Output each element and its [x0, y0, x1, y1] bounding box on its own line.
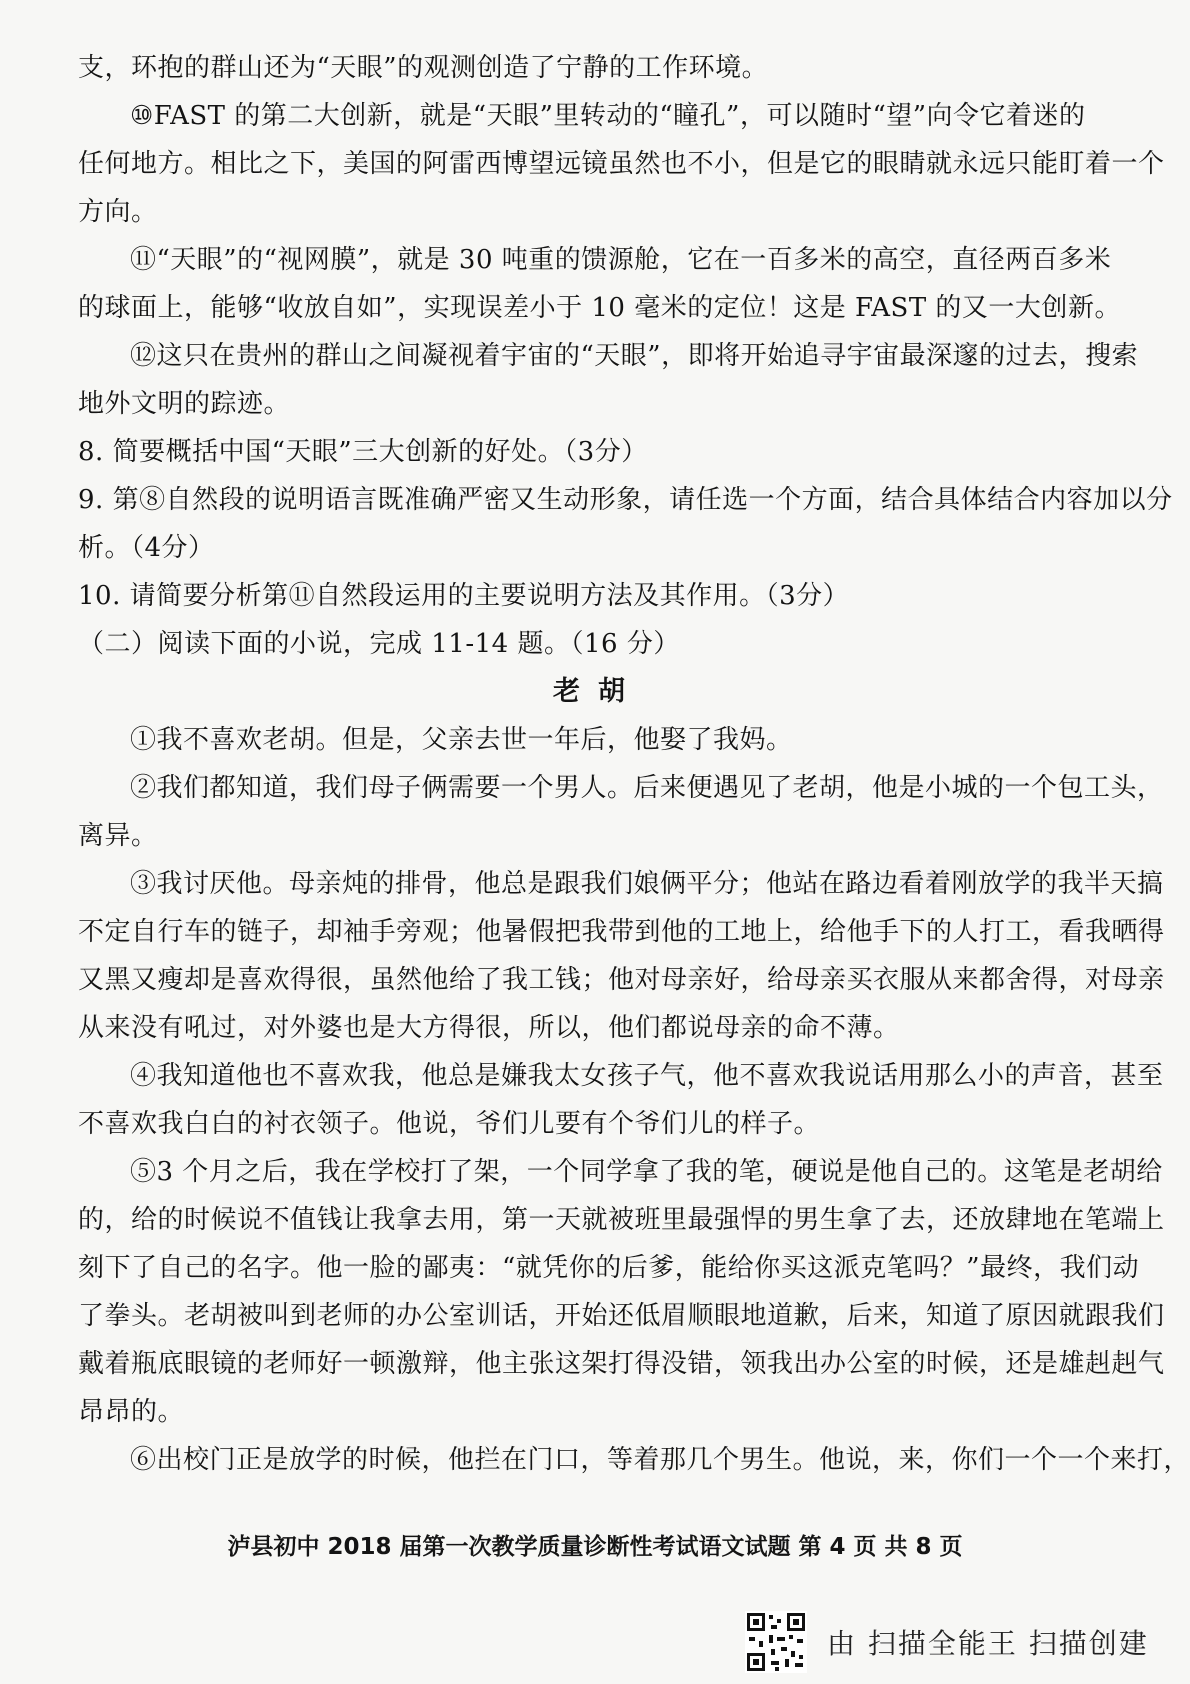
story-line: ③我讨厌他。母亲炖的排骨，他总是跟我们娘俩平分；他站在路边看着刚放学的我半天搞 [130, 869, 1164, 899]
story-title: 老胡 [553, 676, 643, 707]
question-9: 9. 第⑧自然段的说明语言既准确严密又生动形象，请任选一个方面，结合具体结合内容加以分 [78, 485, 1173, 515]
story-line: ①我不喜欢老胡。但是，父亲去世一年后，他娶了我妈。 [130, 725, 793, 755]
story-line: 刻下了自己的名字。他一脸的鄙夷：“就凭你的后爹，能给你买这派克笔吗？”最终，我们动 [78, 1253, 1140, 1283]
story-line: 不喜欢我白白的衬衣领子。他说，爷们儿要有个爷们儿的样子。 [78, 1109, 821, 1139]
story-line: 昂昂的。 [78, 1397, 185, 1427]
passage-line: ⑪“天眼”的“视网膜”，就是 30 吨重的馈源舱，它在一百多米的高空，直径两百多米 [130, 245, 1112, 275]
story-line: 不定自行车的链子，却袖手旁观；他暑假把我带到他的工地上，给他手下的人打工，看我晒得 [78, 917, 1165, 947]
question-10: 10. 请简要分析第⑪自然段运用的主要说明方法及其作用。（3分） [78, 581, 850, 611]
story-line: 离异。 [78, 821, 158, 851]
story-line: 又黑又瘦却是喜欢得很，虽然他给了我工钱；他对母亲好，给母亲买衣服从来都舍得，对母亲 [78, 965, 1165, 995]
section-heading: （二）阅读下面的小说，完成 11-14 题。（16 分） [78, 629, 680, 659]
story-line: 了拳头。老胡被叫到老师的办公室训话，开始还低眉顺眼地道歉，后来，知道了原因就跟我们 [78, 1301, 1165, 1331]
scanner-watermark [745, 1610, 1149, 1674]
exam-page [78, 44, 1190, 1484]
passage-line: ⑩FAST 的第二大创新，就是“天眼”里转动的“瞳孔”，可以随时“望”向令它着迷的 [130, 101, 1086, 131]
passage-line: 方向。 [78, 197, 158, 227]
question-8: 8. 简要概括中国“天眼”三大创新的好处。（3分） [78, 437, 648, 467]
story-line: 戴着瓶底眼镜的老师好一顿激辩，他主张这架打得没错，领我出办公室的时候，还是雄赳赳气 [78, 1349, 1165, 1379]
passage-line: 支，环抱的群山还为“天眼”的观测创造了宁静的工作环境。 [78, 53, 769, 83]
passage-line: 的球面上，能够“收放自如”，实现误差小于 10 毫米的定位！这是 FAST 的又一大创新。 [78, 293, 1121, 323]
qr-code-icon [745, 1611, 807, 1673]
story-line: 的，给的时候说不值钱让我拿去用，第一天就被班里最强悍的男生拿了去，还放肆地在笔端上 [78, 1205, 1165, 1235]
story-line: ⑤3 个月之后，我在学校打了架，一个同学拿了我的笔，硬说是他自己的。这笔是老胡给 [130, 1157, 1163, 1187]
story-line: ④我知道他也不喜欢我，他总是嫌我太女孩子气，他不喜欢我说话用那么小的声音，甚至 [130, 1061, 1164, 1091]
story-line: 从来没有吼过，对外婆也是大方得很，所以，他们都说母亲的命不薄。 [78, 1013, 900, 1043]
page-footer: 泸县初中 2018 届第一次教学质量诊断性考试语文试题 第 4 页 共 8 页 [227, 1534, 963, 1560]
passage-line: 任何地方。相比之下，美国的阿雷西博望远镜虽然也不小，但是它的眼睛就永远只能盯着一个 [78, 149, 1165, 179]
question-9-cont: 析。（4分） [78, 533, 215, 563]
passage-line: ⑫这只在贵州的群山之间凝视着宇宙的“天眼”，即将开始追寻宇宙最深邃的过去，搜索 [130, 341, 1139, 371]
story-line: ②我们都知道，我们母子俩需要一个男人。后来便遇见了老胡，他是小城的一个包工头， [130, 773, 1164, 803]
story-line: ⑥出校门正是放学的时候，他拦在门口，等着那几个男生。他说，来，你们一个一个来打， [130, 1445, 1190, 1475]
passage-line: 地外文明的踪迹。 [78, 389, 291, 419]
scanner-text: 由 扫描全能王 扫描创建 [827, 1627, 1149, 1660]
